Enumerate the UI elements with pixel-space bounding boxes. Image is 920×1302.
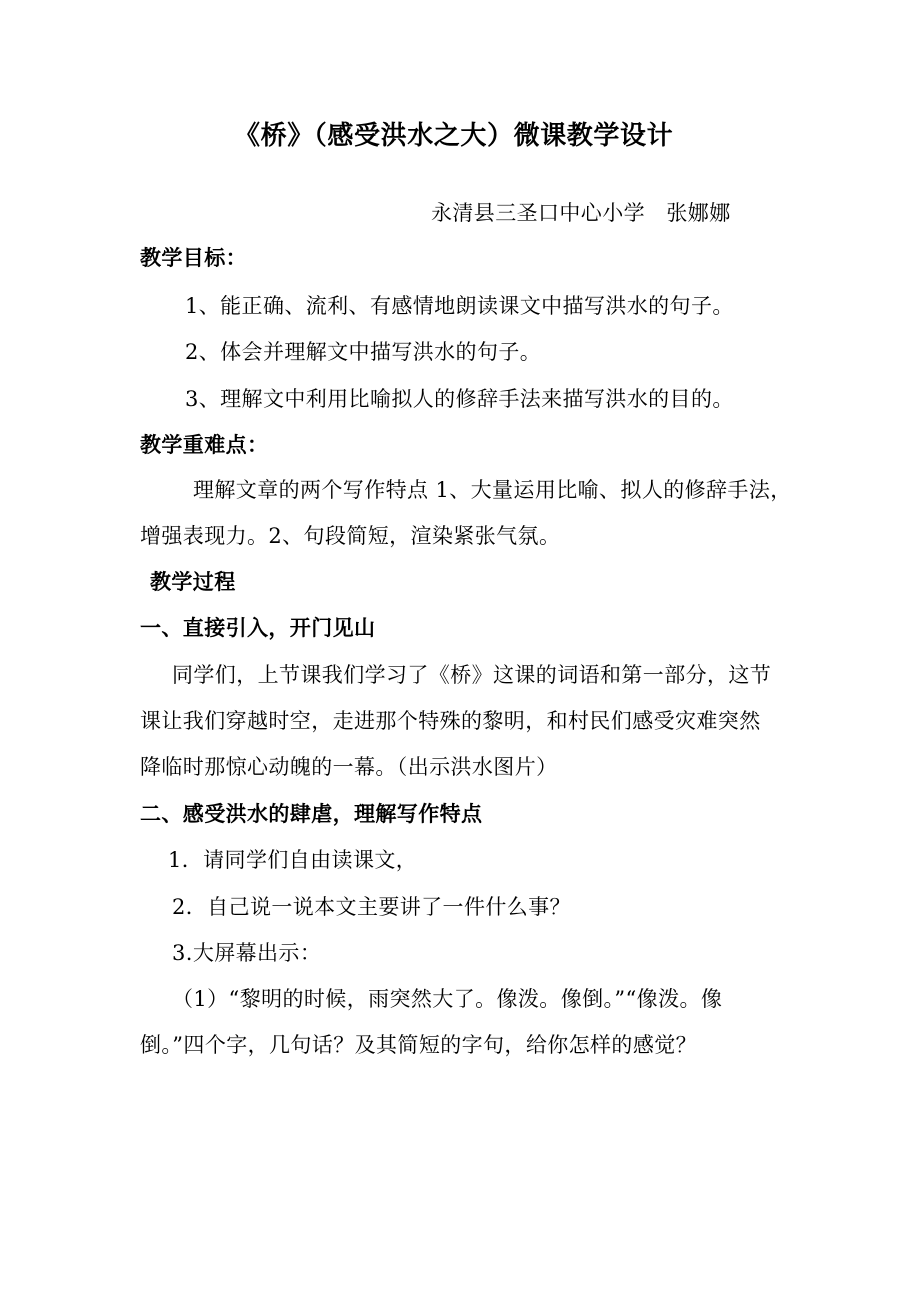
section2-step: 1．请同学们自由读课文， bbox=[168, 848, 418, 872]
section2-step: 2．自己说一说本文主要讲了一件什么事？ bbox=[172, 895, 571, 919]
objectives-heading: 教学目标： bbox=[140, 246, 247, 270]
section1-heading: 一、直接引入，开门见山 bbox=[140, 616, 376, 640]
author-line: 永清县三圣口中心小学 张娜娜 bbox=[431, 201, 731, 225]
process-heading: 教学过程 bbox=[150, 570, 236, 594]
key-points-text: 增强表现力。2、句段简短，渲染紧张气氛。 bbox=[140, 524, 561, 548]
section2-heading: 二、感受洪水的肆虐，理解写作特点 bbox=[140, 802, 483, 826]
quote-text: （1）“黎明的时候，雨突然大了。像泼。像倒。”“像泼。像 bbox=[172, 987, 723, 1011]
objective-item: 3、理解文中利用比喻拟人的修辞手法来描写洪水的目的。 bbox=[185, 387, 734, 411]
section1-text: 同学们，上节课我们学习了《桥》这课的词语和第一部分，这节 bbox=[172, 663, 772, 687]
key-points-heading: 教学重难点： bbox=[140, 433, 269, 457]
objective-item: 1、能正确、流利、有感情地朗读课文中描写洪水的句子。 bbox=[185, 294, 734, 318]
section2-step: 3.大屏幕出示： bbox=[172, 941, 322, 965]
section1-text: 课让我们穿越时空，走进那个特殊的黎明，和村民们感受灾难突然 bbox=[140, 709, 761, 733]
key-points-text: 理解文章的两个写作特点 1、大量运用比喻、拟人的修辞手法， bbox=[193, 478, 792, 502]
document-title: 《桥》（感受洪水之大）微课教学设计 bbox=[234, 121, 674, 151]
objective-item: 2、体会并理解文中描写洪水的句子。 bbox=[185, 340, 542, 364]
section1-text: 降临时那惊心动魄的一幕。（出示洪水图片） bbox=[140, 755, 558, 779]
quote-text: 倒。”四个字，几句话？及其简短的字句，给你怎样的感觉？ bbox=[140, 1033, 698, 1057]
